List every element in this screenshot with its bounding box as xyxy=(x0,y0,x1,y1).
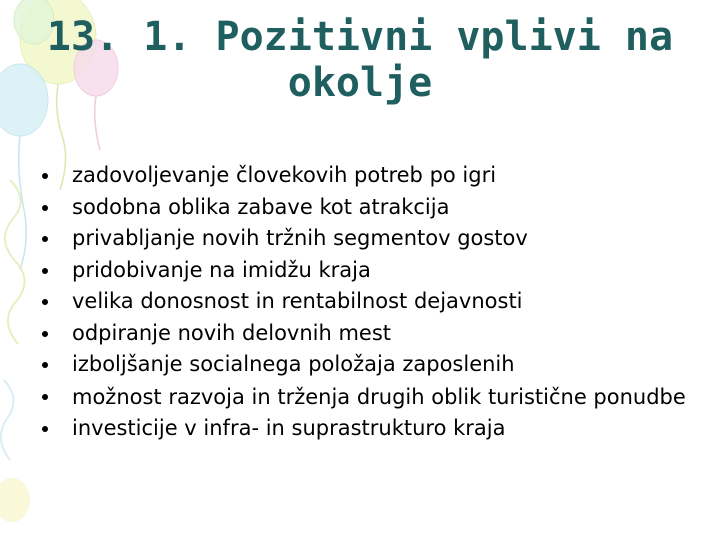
slide-title-line-1: 13. 1. Pozitivni vplivi na xyxy=(46,14,674,60)
bullet-dot-icon xyxy=(42,236,48,242)
bullet-item xyxy=(40,223,690,255)
bullet-text: možnost razvoja in trženja drugih oblik turistične ponudbe xyxy=(72,384,686,409)
bullet-dot-icon xyxy=(42,394,48,400)
bullet-item xyxy=(40,286,690,318)
bullet-text: izboljšanje socialnega položaja zaposlenih xyxy=(72,352,515,376)
bullet-item xyxy=(40,160,690,192)
ribbon-decoration xyxy=(1,380,14,460)
bullet-dot-icon xyxy=(42,299,48,305)
bullet-item xyxy=(40,413,690,445)
bullet-dot-icon xyxy=(42,268,48,274)
bullet-item xyxy=(40,255,690,287)
slide-title-line-2: okolje xyxy=(287,60,433,106)
slide-title xyxy=(40,14,680,106)
bullet-item xyxy=(40,318,690,350)
bullet-text: investicije v infra- in suprastrukturo kraja xyxy=(72,415,506,440)
balloon-icon xyxy=(0,478,30,522)
bullet-dot-icon xyxy=(42,426,48,432)
bullet-item xyxy=(40,349,690,381)
bullet-dot-icon xyxy=(42,173,48,179)
bullet-text: odpiranje novih delovnih mest xyxy=(72,320,392,345)
bullet-dot-icon xyxy=(42,362,48,368)
bullet-list xyxy=(40,160,690,444)
bullet-dot-icon xyxy=(42,331,48,337)
bullet-item xyxy=(40,381,690,413)
bullet-item xyxy=(40,192,690,224)
ribbon-decoration xyxy=(5,180,25,344)
bullet-text: sodobna oblika zabave kot atrakcija xyxy=(72,194,450,219)
bullet-text: zadovoljevanje človekovih potreb po igri xyxy=(72,163,497,187)
bullet-text: velika donosnost in rentabilnost dejavnosti xyxy=(72,289,523,313)
bullet-text: privabljanje novih tržnih segmentov gostov xyxy=(72,226,528,250)
bullet-text: pridobivanje na imidžu kraja xyxy=(72,257,371,282)
bullet-dot-icon xyxy=(42,205,48,211)
